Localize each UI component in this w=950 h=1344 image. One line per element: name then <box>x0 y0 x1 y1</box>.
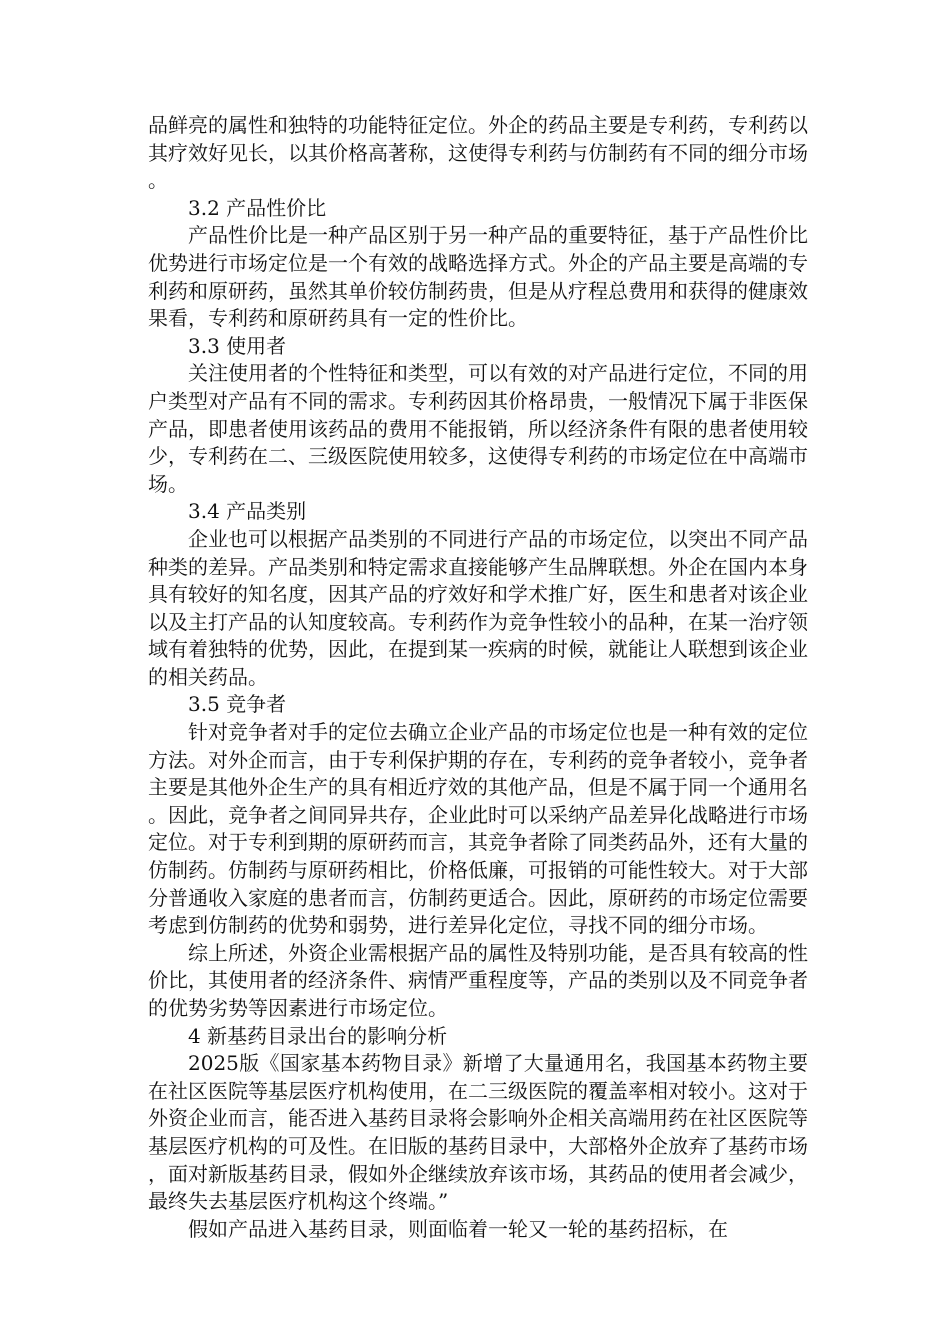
document-body <box>148 112 808 1243</box>
body-paragraph: 关注使用者的个性特征和类型，可以有效的对产品进行定位，不同的用户类型对产品有不同的需求。专利药因其价格昂贵，一般情况下属于非医保产品，即患者使用该药品的费用不能报销，所以经济条件有限的患者使用较少，专利药在二、三级医院使用较多，这使得专利药的市场定位在中高端市场。 <box>148 361 808 496</box>
body-paragraph: 企业也可以根据产品类别的不同进行产品的市场定位，以突出不同产品种类的差异。产品类别和特定需求直接能够产生品牌联想。外企在国内本身具有较好的知名度，因其产品的疗效好和学术推广好，医生和患者对该企业以及主打产品的认知度较高。专利药作为竞争性较小的品种，在某一治疗领域有着独特的优势，因此，在提到某一疾病的时候，就能让人联想到该企业的相关药品。 <box>148 526 808 689</box>
section-heading-3-2: 3.2 产品性价比 <box>188 195 327 220</box>
body-paragraph: 假如产品进入基药目录，则面临着一轮又一轮的基药招标，在 <box>188 1216 728 1241</box>
section-heading-4: 4 新基药目录出台的影响分析 <box>188 1023 448 1048</box>
summary-paragraph: 综上所述，外资企业需根据产品的属性及特别功能，是否具有较高的性价比，其使用者的经济条件、病情严重程度等，产品的类别以及不同竞争者的优势劣势等因素进行市场定位。 <box>148 940 808 1020</box>
section-heading-3-4: 3.4 产品类别 <box>188 499 307 524</box>
body-paragraph: 针对竞争者对手的定位去确立企业产品的市场定位也是一种有效的定位方法。对外企而言，由于专利保护期的存在，专利药的竞争者较小，竞争者主要是其他外企生产的具有相近疗效的其他产品，但是不属于同一个通用名。因此，竞争者之间同异共存，企业此时可以采纳产品差异化战略进行市场定位。对于专利到期的原研药而言，其竞争者除了同类药品外，还有大量的仿制药。仿制药与原研药相比，价格低廉，可报销的可能性较大。对于大部分普通收入家庭的患者而言，仿制药更适合。因此，原研药的市场定位需要考虑到仿制药的优势和弱势，进行差异化定位，寻找不同的细分市场。 <box>148 720 808 938</box>
body-paragraph: 品鲜亮的属性和独特的功能特征定位。外企的药品主要是专利药，专利药以其疗效好见长，以其价格高著称，这使得专利药与仿制药有不同的细分市场。 <box>148 113 808 193</box>
section-heading-3-5: 3.5 竞争者 <box>188 692 287 717</box>
body-paragraph: 2025版《国家基本药物目录》新增了大量通用名，我国基本药物主要在社区医院等基层医疗机构使用，在二三级医院的覆盖率相对较小。这对于外资企业而言，能否进入基药目录将会影响外企相关高端用药在社区医院等基层医疗机构的可及性。在旧版的基药目录中，大部格外企放弃了基药市场，面对新版基药目录，假如外企继续放弃该市场，其药品的使用者会减少，最终失去基层医疗机构这个终端。” <box>148 1051 808 1214</box>
body-paragraph: 产品性价比是一种产品区别于另一种产品的重要特征，基于产品性价比优势进行市场定位是一个有效的战略选择方式。外企的产品主要是高端的专利药和原研药，虽然其单价较仿制药贵，但是从疗程总费用和获得的健康效果看，专利药和原研药具有一定的性价比。 <box>148 223 808 331</box>
section-heading-3-3: 3.3 使用者 <box>188 333 287 358</box>
